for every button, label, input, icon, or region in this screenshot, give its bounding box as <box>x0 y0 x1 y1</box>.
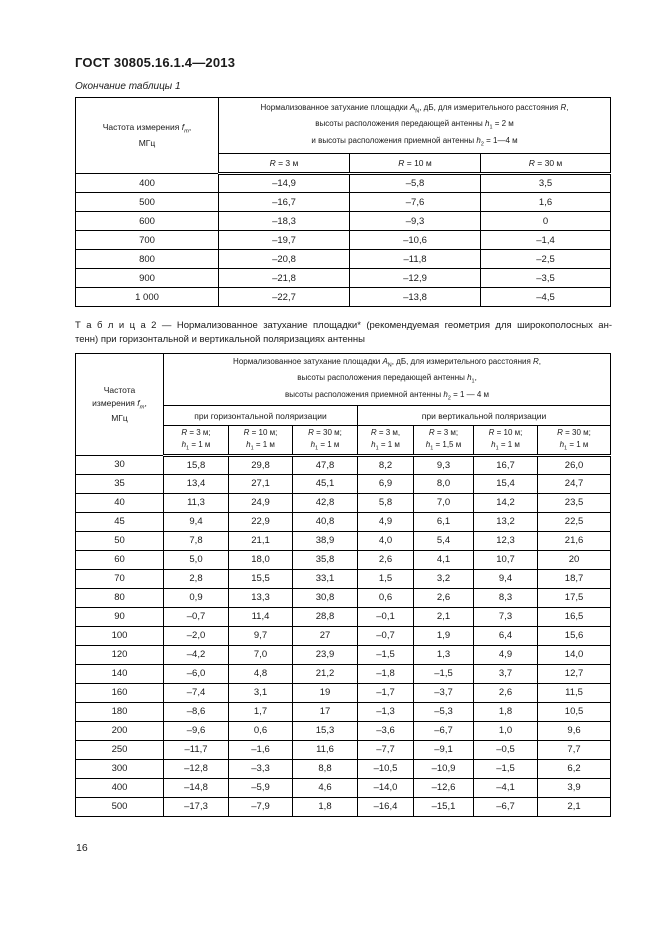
attenuation-value-cell: –6,7 <box>414 721 474 740</box>
attenuation-value-cell: –1,5 <box>414 664 474 683</box>
attenuation-value-cell: 23,5 <box>538 493 611 512</box>
attenuation-value-cell: 21,1 <box>229 531 293 550</box>
table2-header-row-main <box>76 354 611 406</box>
attenuation-value-cell: –17,3 <box>164 797 229 816</box>
table2-body <box>76 455 611 816</box>
table-row <box>76 702 611 721</box>
table-row <box>76 493 611 512</box>
attenuation-value-cell: 7,0 <box>229 645 293 664</box>
table1-subheader-r3: R = 3 м <box>219 154 350 174</box>
attenuation-value-cell: 28,8 <box>293 607 358 626</box>
attenuation-value-cell: 1,8 <box>293 797 358 816</box>
frequency-cell: 800 <box>76 250 219 269</box>
attenuation-value-cell: –5,3 <box>414 702 474 721</box>
attenuation-value-cell: 4,8 <box>229 664 293 683</box>
attenuation-value-cell: 9,4 <box>164 512 229 531</box>
attenuation-value-cell: –7,6 <box>350 193 481 212</box>
attenuation-value-cell: 9,4 <box>474 569 538 588</box>
attenuation-value-cell: 15,8 <box>164 455 229 474</box>
attenuation-value-cell: 12,3 <box>474 531 538 550</box>
attenuation-value-cell: 4,9 <box>474 645 538 664</box>
attenuation-value-cell: –11,8 <box>350 250 481 269</box>
table1-span-header: Нормализованное затухание площадки $A_N$, дБ, для измерительного расстояния R, высоты расположения передающей антенны $h_1 = 2$ м и высоты расположения приемной антенны $h_2$ = 1—4 м <box>219 98 611 154</box>
table1-subheader-r10: R = 10 м <box>350 154 481 174</box>
page-number: 16 <box>76 842 88 854</box>
attenuation-value-cell: 42,8 <box>293 493 358 512</box>
attenuation-value-cell: –4,5 <box>481 288 611 307</box>
attenuation-value-cell: –7,4 <box>164 683 229 702</box>
attenuation-value-cell: –1,5 <box>474 759 538 778</box>
attenuation-value-cell: –7,9 <box>229 797 293 816</box>
attenuation-value-cell: –9,3 <box>350 212 481 231</box>
frequency-cell: 500 <box>76 797 164 816</box>
table1-header <box>76 98 611 174</box>
attenuation-value-cell: 40,8 <box>293 512 358 531</box>
attenuation-value-cell: 6,1 <box>414 512 474 531</box>
frequency-cell: 70 <box>76 569 164 588</box>
frequency-cell: 45 <box>76 512 164 531</box>
attenuation-value-cell: 5,0 <box>164 550 229 569</box>
table2-span-header: Нормализованное затухание площадки $A_N$, дБ, для измерительного расстояния R, высоты расположения передающей антенны $h_1$, высоты расположения приемной антенны $h_2 = 1$ — 4 м <box>164 354 611 406</box>
attenuation-value-cell: 7,0 <box>414 493 474 512</box>
frequency-cell: 180 <box>76 702 164 721</box>
attenuation-value-cell: 15,6 <box>538 626 611 645</box>
frequency-cell: 600 <box>76 212 219 231</box>
attenuation-value-cell: 2,1 <box>538 797 611 816</box>
frequency-cell: 90 <box>76 607 164 626</box>
table2-caption <box>75 319 612 347</box>
frequency-cell: 400 <box>76 778 164 797</box>
attenuation-value-cell: 11,5 <box>538 683 611 702</box>
frequency-cell: 80 <box>76 588 164 607</box>
frequency-cell: 900 <box>76 269 219 288</box>
frequency-cell: 1 000 <box>76 288 219 307</box>
frequency-cell: 200 <box>76 721 164 740</box>
document-title: ГОСТ 30805.16.1.4—2013 <box>75 55 236 70</box>
table-row <box>76 588 611 607</box>
attenuation-value-cell: 35,8 <box>293 550 358 569</box>
table-row <box>76 212 611 231</box>
attenuation-value-cell: 8,3 <box>474 588 538 607</box>
table-row <box>76 531 611 550</box>
frequency-cell: 50 <box>76 531 164 550</box>
attenuation-value-cell: 14,0 <box>538 645 611 664</box>
attenuation-value-cell: –3,5 <box>481 269 611 288</box>
attenuation-value-cell: –11,7 <box>164 740 229 759</box>
attenuation-value-cell: –9,1 <box>414 740 474 759</box>
table-row <box>76 193 611 212</box>
attenuation-value-cell: –2,5 <box>481 250 611 269</box>
attenuation-value-cell: 6,2 <box>538 759 611 778</box>
frequency-cell: 30 <box>76 455 164 474</box>
attenuation-value-cell: 21,6 <box>538 531 611 550</box>
attenuation-value-cell: 2,1 <box>414 607 474 626</box>
attenuation-value-cell: 0,6 <box>229 721 293 740</box>
frequency-cell: 700 <box>76 231 219 250</box>
attenuation-value-cell: –0,7 <box>358 626 414 645</box>
attenuation-value-cell: –21,8 <box>219 269 350 288</box>
attenuation-value-cell: 15,5 <box>229 569 293 588</box>
frequency-cell: 400 <box>76 174 219 193</box>
attenuation-value-cell: 4,6 <box>293 778 358 797</box>
attenuation-value-cell: 19 <box>293 683 358 702</box>
table-row <box>76 455 611 474</box>
attenuation-value-cell: –8,6 <box>164 702 229 721</box>
table2-horizontal-polarization-header: при горизонтальной поляризации <box>164 406 358 426</box>
attenuation-value-cell: 15,3 <box>293 721 358 740</box>
attenuation-value-cell: –1,7 <box>358 683 414 702</box>
attenuation-value-cell: 1,6 <box>481 193 611 212</box>
attenuation-value-cell: 9,6 <box>538 721 611 740</box>
attenuation-value-cell: –3,7 <box>414 683 474 702</box>
attenuation-value-cell: –10,9 <box>414 759 474 778</box>
frequency-cell: 500 <box>76 193 219 212</box>
attenuation-value-cell: –14,8 <box>164 778 229 797</box>
attenuation-value-cell: 9,3 <box>414 455 474 474</box>
table2-subheader-h-r30: R = 30 м; $h_1 = 1$ м <box>293 426 358 456</box>
attenuation-value-cell: 7,7 <box>538 740 611 759</box>
table1-body <box>76 174 611 307</box>
attenuation-value-cell: 8,0 <box>414 474 474 493</box>
attenuation-value-cell: 12,7 <box>538 664 611 683</box>
attenuation-value-cell: 15,4 <box>474 474 538 493</box>
attenuation-value-cell: –12,6 <box>414 778 474 797</box>
table-row <box>76 683 611 702</box>
attenuation-value-cell: –10,5 <box>358 759 414 778</box>
attenuation-value-cell: 45,1 <box>293 474 358 493</box>
table2-caption-line2: тенн) при горизонтальной и вертикальной поляризациях антенны <box>75 333 365 345</box>
attenuation-value-cell: 7,8 <box>164 531 229 550</box>
attenuation-value-cell: 21,2 <box>293 664 358 683</box>
table-row <box>76 740 611 759</box>
attenuation-value-cell: 8,2 <box>358 455 414 474</box>
attenuation-value-cell: 8,8 <box>293 759 358 778</box>
attenuation-value-cell: –1,6 <box>229 740 293 759</box>
attenuation-value-cell: –3,3 <box>229 759 293 778</box>
attenuation-value-cell: 26,0 <box>538 455 611 474</box>
attenuation-value-cell: 3,1 <box>229 683 293 702</box>
table2-subheader-h-r10: R = 10 м; $h_1 = 1$ м <box>229 426 293 456</box>
attenuation-value-cell: 3,2 <box>414 569 474 588</box>
attenuation-value-cell: –0,5 <box>474 740 538 759</box>
table1-continuation-label: Окончание таблицы 1 <box>75 81 181 92</box>
attenuation-value-cell: 33,1 <box>293 569 358 588</box>
attenuation-value-cell: 1,0 <box>474 721 538 740</box>
attenuation-value-cell: 6,9 <box>358 474 414 493</box>
table-row <box>76 250 611 269</box>
attenuation-value-cell: –19,7 <box>219 231 350 250</box>
table-row <box>76 645 611 664</box>
table2-subheader-v-r10: R = 10 м; $h_1 = 1$ м <box>474 426 538 456</box>
table-row <box>76 569 611 588</box>
attenuation-value-cell: 4,1 <box>414 550 474 569</box>
table2-subheader-h-r3: R = 3 м; $h_1 = 1$ м <box>164 426 229 456</box>
attenuation-value-cell: 16,7 <box>474 455 538 474</box>
attenuation-value-cell: –15,1 <box>414 797 474 816</box>
frequency-cell: 140 <box>76 664 164 683</box>
attenuation-value-cell: 14,2 <box>474 493 538 512</box>
attenuation-value-cell: 1,3 <box>414 645 474 664</box>
attenuation-value-cell: –22,7 <box>219 288 350 307</box>
attenuation-value-cell: 5,8 <box>358 493 414 512</box>
attenuation-value-cell: 2,6 <box>474 683 538 702</box>
table-row <box>76 512 611 531</box>
table2-vertical-polarization-header: при вертикальной поляризации <box>358 406 611 426</box>
attenuation-value-cell: –4,1 <box>474 778 538 797</box>
attenuation-value-cell: –12,8 <box>164 759 229 778</box>
table2-header <box>76 354 611 456</box>
attenuation-value-cell: 10,7 <box>474 550 538 569</box>
attenuation-value-cell: –5,8 <box>350 174 481 193</box>
attenuation-value-cell: –1,3 <box>358 702 414 721</box>
table1-subheader-r30: R = 30 м <box>481 154 611 174</box>
attenuation-value-cell: 7,3 <box>474 607 538 626</box>
frequency-cell: 160 <box>76 683 164 702</box>
attenuation-value-cell: 18,7 <box>538 569 611 588</box>
attenuation-value-cell: –4,2 <box>164 645 229 664</box>
attenuation-value-cell: 13,4 <box>164 474 229 493</box>
attenuation-value-cell: 2,8 <box>164 569 229 588</box>
table-row <box>76 269 611 288</box>
attenuation-value-cell: 16,5 <box>538 607 611 626</box>
attenuation-value-cell: 27 <box>293 626 358 645</box>
attenuation-value-cell: –6,7 <box>474 797 538 816</box>
attenuation-value-cell: –16,7 <box>219 193 350 212</box>
attenuation-value-cell: –14,9 <box>219 174 350 193</box>
table-row <box>76 626 611 645</box>
table2-subheader-v-r3-h1: R = 3 м, $h_1 = 1$ м <box>358 426 414 456</box>
attenuation-value-cell: 0,9 <box>164 588 229 607</box>
attenuation-value-cell: –14,0 <box>358 778 414 797</box>
attenuation-value-cell: 11,4 <box>229 607 293 626</box>
table-row <box>76 607 611 626</box>
attenuation-value-cell: –0,1 <box>358 607 414 626</box>
attenuation-value-cell: 24,7 <box>538 474 611 493</box>
attenuation-value-cell: 13,2 <box>474 512 538 531</box>
attenuation-value-cell: 24,9 <box>229 493 293 512</box>
table-row <box>76 231 611 250</box>
table2-subheader-v-r3-h15: R = 3 м; $h_1 = 1,5$ м <box>414 426 474 456</box>
attenuation-value-cell: 20 <box>538 550 611 569</box>
table2-frequency-column-header: Частота измерения $f_m$, МГц <box>76 354 164 456</box>
frequency-cell: 300 <box>76 759 164 778</box>
attenuation-value-cell: 29,8 <box>229 455 293 474</box>
attenuation-value-cell: –7,7 <box>358 740 414 759</box>
attenuation-value-cell: 13,3 <box>229 588 293 607</box>
attenuation-value-cell: 10,5 <box>538 702 611 721</box>
attenuation-value-cell: 1,8 <box>474 702 538 721</box>
attenuation-value-cell: 11,6 <box>293 740 358 759</box>
frequency-cell: 60 <box>76 550 164 569</box>
attenuation-value-cell: –5,9 <box>229 778 293 797</box>
attenuation-value-cell: –12,9 <box>350 269 481 288</box>
attenuation-value-cell: 3,7 <box>474 664 538 683</box>
attenuation-value-cell: –3,6 <box>358 721 414 740</box>
attenuation-value-cell: 47,8 <box>293 455 358 474</box>
table-row <box>76 759 611 778</box>
attenuation-value-cell: 2,6 <box>358 550 414 569</box>
attenuation-value-cell: –9,6 <box>164 721 229 740</box>
table1-frequency-column-header: Частота измерения $f_m$, МГц <box>76 98 219 174</box>
attenuation-value-cell: 17 <box>293 702 358 721</box>
attenuation-value-cell: 3,5 <box>481 174 611 193</box>
attenuation-value-cell: –2,0 <box>164 626 229 645</box>
attenuation-value-cell: –0,7 <box>164 607 229 626</box>
attenuation-value-cell: –13,8 <box>350 288 481 307</box>
attenuation-value-cell: –10,6 <box>350 231 481 250</box>
attenuation-value-cell: 17,5 <box>538 588 611 607</box>
attenuation-value-cell: 5,4 <box>414 531 474 550</box>
frequency-cell: 120 <box>76 645 164 664</box>
attenuation-value-cell: 2,6 <box>414 588 474 607</box>
attenuation-value-cell: 1,7 <box>229 702 293 721</box>
table1 <box>75 97 611 307</box>
attenuation-value-cell: 1,5 <box>358 569 414 588</box>
frequency-cell: 35 <box>76 474 164 493</box>
table-row <box>76 288 611 307</box>
attenuation-value-cell: –1,4 <box>481 231 611 250</box>
table1-header-row-main <box>76 98 611 154</box>
table2-subheader-v-r30: R = 30 м; $h_1 = 1$ м <box>538 426 611 456</box>
table2-caption-line1: Т а б л и ц а 2 — Нормализованное затухание площадки* (рекомендуемая геометрия для широкополосных ан- <box>75 320 612 331</box>
attenuation-value-cell: 1,9 <box>414 626 474 645</box>
attenuation-value-cell: –6,0 <box>164 664 229 683</box>
table-row <box>76 174 611 193</box>
attenuation-value-cell: 0,6 <box>358 588 414 607</box>
table-row <box>76 664 611 683</box>
attenuation-value-cell: –1,8 <box>358 664 414 683</box>
frequency-cell: 100 <box>76 626 164 645</box>
attenuation-value-cell: –16,4 <box>358 797 414 816</box>
table-row <box>76 721 611 740</box>
attenuation-value-cell: –1,5 <box>358 645 414 664</box>
attenuation-value-cell: –20,8 <box>219 250 350 269</box>
attenuation-value-cell: 0 <box>481 212 611 231</box>
attenuation-value-cell: 18,0 <box>229 550 293 569</box>
attenuation-value-cell: 22,9 <box>229 512 293 531</box>
attenuation-value-cell: 4,9 <box>358 512 414 531</box>
attenuation-value-cell: 11,3 <box>164 493 229 512</box>
table-row <box>76 474 611 493</box>
attenuation-value-cell: 9,7 <box>229 626 293 645</box>
attenuation-value-cell: –18,3 <box>219 212 350 231</box>
attenuation-value-cell: 30,8 <box>293 588 358 607</box>
attenuation-value-cell: 4,0 <box>358 531 414 550</box>
table-row <box>76 797 611 816</box>
attenuation-value-cell: 23,9 <box>293 645 358 664</box>
attenuation-value-cell: 6,4 <box>474 626 538 645</box>
attenuation-value-cell: 3,9 <box>538 778 611 797</box>
table2 <box>75 353 611 817</box>
frequency-cell: 40 <box>76 493 164 512</box>
table-row <box>76 550 611 569</box>
frequency-cell: 250 <box>76 740 164 759</box>
attenuation-value-cell: 27,1 <box>229 474 293 493</box>
attenuation-value-cell: 22,5 <box>538 512 611 531</box>
attenuation-value-cell: 38,9 <box>293 531 358 550</box>
table-row <box>76 778 611 797</box>
